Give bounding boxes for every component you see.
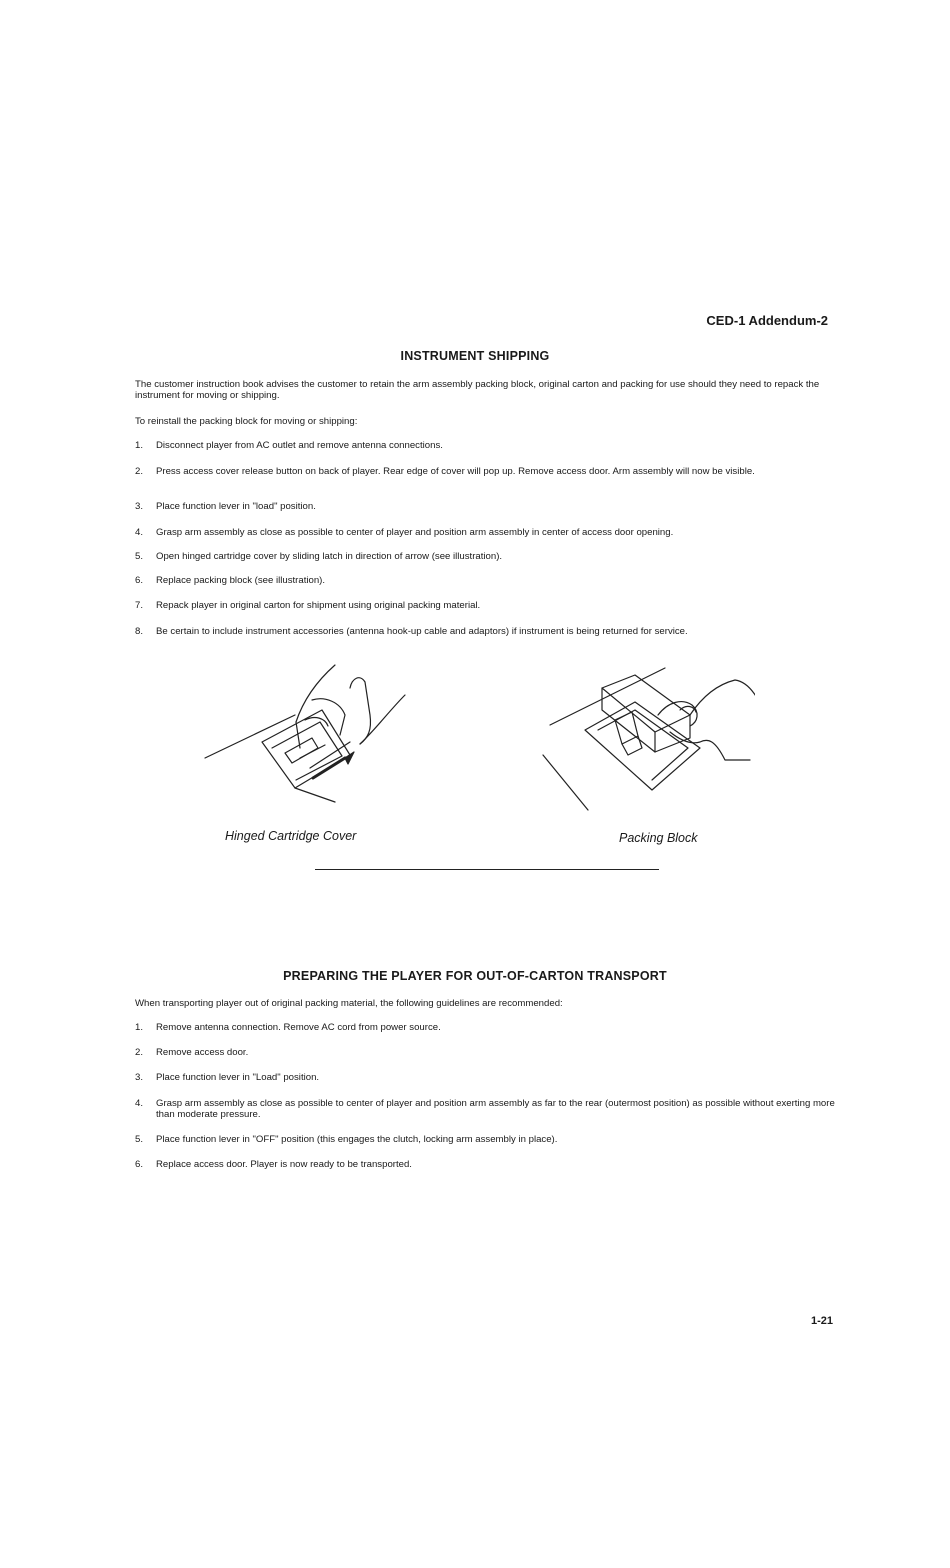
step-number: 3.: [135, 1072, 144, 1083]
step-number: 1.: [135, 440, 144, 451]
step-number: 2.: [135, 466, 144, 477]
hinged-cartridge-cover-illustration: [200, 660, 415, 810]
step-text: Grasp arm assembly as close as possible to center of player and position arm assembly in center of access door opening.: [156, 527, 674, 538]
step-number: 6.: [135, 1159, 144, 1170]
left-figure-caption: Hinged Cartridge Cover: [225, 829, 357, 843]
step-text: Place function lever in "load" position.: [156, 501, 316, 512]
step-text: Be certain to include instrument accessories (antenna hook-up cable and adaptors) if instrument is being returned for service.: [156, 626, 688, 637]
step-number: 4.: [135, 1098, 144, 1109]
step-text: Replace packing block (see illustration).: [156, 575, 326, 586]
step-number: 2.: [135, 1047, 144, 1058]
step-text: Place function lever in "Load" position.: [156, 1072, 320, 1083]
packing-block-illustration: [540, 660, 755, 815]
instrument-shipping-title: INSTRUMENT SHIPPING: [400, 349, 550, 363]
step-text: Repack player in original carton for shipment using original packing material.: [156, 600, 481, 611]
step-text: Place function lever in "OFF" position (this engages the clutch, locking arm assembly in place).: [156, 1134, 558, 1145]
step-number: 5.: [135, 1134, 144, 1145]
step-number: 4.: [135, 527, 144, 538]
step-text: Grasp arm assembly as close as possible to center of player and position arm assembly as far to the rear (outermost position) as possible without exerting more than moderate pressure.: [156, 1098, 835, 1120]
section-divider: [315, 869, 659, 870]
step-text: Press access cover release button on back of player. Rear edge of cover will pop up. Remove access door. Arm assembly will now be visible.: [156, 466, 755, 477]
transport-title: PREPARING THE PLAYER FOR OUT-OF-CARTON TRANSPORT: [283, 969, 667, 983]
step-number: 8.: [135, 626, 144, 637]
shipping-intro: The customer instruction book advises the customer to retain the arm assembly packing block, original carton and packing for use should they need to repack the instrument for moving or shipping.: [135, 379, 820, 401]
step-number: 7.: [135, 600, 144, 611]
step-text: Remove antenna connection. Remove AC cord from power source.: [156, 1022, 441, 1033]
shipping-lead: To reinstall the packing block for moving or shipping:: [135, 416, 358, 427]
transport-intro: When transporting player out of original packing material, the following guidelines are recommended:: [135, 998, 563, 1009]
step-number: 3.: [135, 501, 144, 512]
page-number: 1-21: [810, 1315, 833, 1327]
step-text: Disconnect player from AC outlet and remove antenna connections.: [156, 440, 443, 451]
step-number: 1.: [135, 1022, 144, 1033]
step-text: Remove access door.: [156, 1047, 249, 1058]
right-figure-caption: Packing Block: [619, 831, 698, 845]
step-text: Open hinged cartridge cover by sliding latch in direction of arrow (see illustration).: [156, 551, 503, 562]
step-number: 6.: [135, 575, 144, 586]
document-id: CED-1 Addendum-2: [706, 313, 828, 328]
step-number: 5.: [135, 551, 144, 562]
step-text: Replace access door. Player is now ready to be transported.: [156, 1159, 412, 1170]
